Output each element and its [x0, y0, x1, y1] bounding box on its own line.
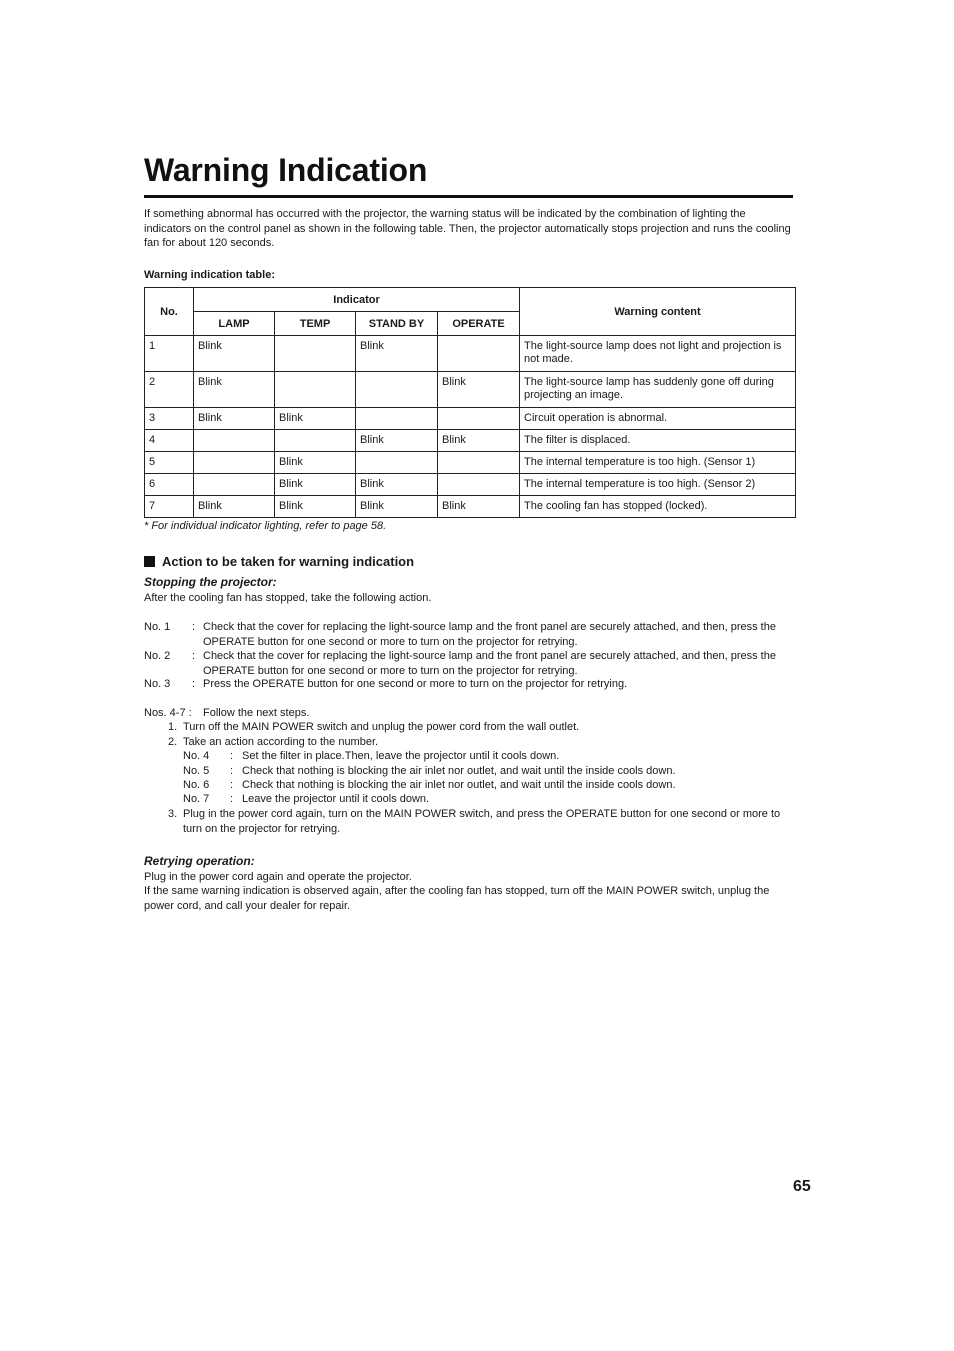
table-row	[145, 372, 796, 408]
cell-temp	[275, 430, 356, 452]
header-temp: TEMP	[275, 312, 356, 336]
nos-4-7-row	[144, 706, 794, 721]
header-indicator: Indicator	[194, 288, 520, 312]
cell-temp: Blink	[275, 452, 356, 474]
cell-no: 7	[145, 496, 194, 518]
nos-text: Follow the next steps.	[203, 707, 310, 719]
table-row	[145, 496, 796, 518]
nos-label: Nos. 4-7 :	[144, 707, 192, 719]
cell-operate	[438, 452, 520, 474]
substep-text: Check that nothing is blocking the air inlet nor outlet, and wait until the inside cools down.	[242, 765, 676, 777]
cell-operate	[438, 474, 520, 496]
cell-lamp	[194, 430, 275, 452]
substep-item	[183, 792, 794, 807]
action-item	[144, 649, 794, 678]
header-standby: STAND BY	[356, 312, 438, 336]
step-number: 1.	[168, 721, 178, 733]
substep-label: No. 4	[183, 750, 210, 762]
step-item	[168, 720, 794, 735]
action-item	[144, 620, 794, 649]
page-number: 65	[793, 1178, 811, 1195]
cell-standby: Blink	[356, 496, 438, 518]
action-item	[144, 677, 794, 692]
substep-text: Check that nothing is blocking the air inlet nor outlet, and wait until the inside cools down.	[242, 779, 676, 791]
retry-paragraph-2: If the same warning indication is observed again, after the cooling fan has stopped, turn off the MAIN POWER switch, unplug the power cord, and call your dealer for repair.	[144, 885, 770, 912]
table-footnote: * For individual indicator lighting, refer to page 58.	[144, 520, 387, 532]
cell-standby: Blink	[356, 430, 438, 452]
cell-content: Circuit operation is abnormal.	[520, 408, 796, 430]
cell-lamp: Blink	[194, 408, 275, 430]
cell-no: 2	[145, 372, 194, 408]
table-row	[145, 336, 796, 372]
substep-item	[183, 778, 794, 793]
step-number: 2.	[168, 736, 178, 748]
substep-colon: :	[230, 765, 234, 777]
step-number: 3.	[168, 808, 178, 820]
warning-table	[144, 287, 796, 518]
retry-paragraph-1: Plug in the power cord again and operate the projector.	[144, 871, 412, 883]
cell-no: 6	[145, 474, 194, 496]
section-heading-text: Action to be taken for warning indication	[162, 554, 415, 569]
substep-label: No. 5	[183, 765, 210, 777]
action-item-label: No. 3	[144, 678, 171, 690]
cell-temp	[275, 372, 356, 408]
cell-standby	[356, 408, 438, 430]
retry-title: Retrying operation:	[144, 854, 255, 868]
cell-temp	[275, 336, 356, 372]
substep-label: No. 6	[183, 779, 210, 791]
cell-no: 5	[145, 452, 194, 474]
header-operate: OPERATE	[438, 312, 520, 336]
header-warning-content: Warning content	[520, 288, 796, 336]
substep-colon: :	[230, 779, 234, 791]
cell-operate: Blink	[438, 372, 520, 408]
cell-content: The cooling fan has stopped (locked).	[520, 496, 796, 518]
intro-paragraph: If something abnormal has occurred with the projector, the warning status will be indicated by the combination of lighting the indicators on the control panel as shown in the following table. Then, the projector automatically stops projection and runs the cooling fan for about 120 seconds.	[144, 208, 791, 249]
action-item-text: Press the OPERATE button for one second or more to turn on the projector for retrying.	[203, 678, 628, 690]
cell-standby: Blink	[356, 336, 438, 372]
title-rule	[144, 195, 793, 198]
cell-lamp	[194, 474, 275, 496]
cell-lamp	[194, 452, 275, 474]
action-item-text: Check that the cover for replacing the light-source lamp and the front panel are securely attached, and then, press the OPERATE button for one second or more to turn on the projector for retrying.	[203, 650, 776, 677]
cell-temp: Blink	[275, 474, 356, 496]
cell-lamp: Blink	[194, 372, 275, 408]
cell-operate: Blink	[438, 430, 520, 452]
substep-text: Leave the projector until it cools down.	[242, 793, 430, 805]
header-lamp: LAMP	[194, 312, 275, 336]
cell-no: 4	[145, 430, 194, 452]
table-row	[145, 430, 796, 452]
cell-content: The internal temperature is too high. (Sensor 1)	[520, 452, 796, 474]
stopping-intro: After the cooling fan has stopped, take the following action.	[144, 592, 432, 604]
action-item-label: No. 2	[144, 650, 171, 662]
cell-temp: Blink	[275, 496, 356, 518]
action-item-colon: :	[192, 650, 196, 662]
table-row	[145, 452, 796, 474]
cell-content: The internal temperature is too high. (Sensor 2)	[520, 474, 796, 496]
cell-standby	[356, 372, 438, 408]
cell-no: 3	[145, 408, 194, 430]
cell-temp: Blink	[275, 408, 356, 430]
step-item	[168, 807, 794, 836]
cell-operate	[438, 336, 520, 372]
action-item-colon: :	[192, 621, 196, 633]
substep-item	[183, 764, 794, 779]
header-no: No.	[145, 288, 194, 336]
step-text: Take an action according to the number.	[183, 736, 379, 748]
substep-colon: :	[230, 793, 234, 805]
substep-text: Set the filter in place.Then, leave the projector until it cools down.	[242, 750, 560, 762]
substep-colon: :	[230, 750, 234, 762]
step-text: Turn off the MAIN POWER switch and unplug the power cord from the wall outlet.	[183, 721, 580, 733]
stopping-title: Stopping the projector:	[144, 575, 277, 589]
cell-lamp: Blink	[194, 496, 275, 518]
cell-content: The filter is displaced.	[520, 430, 796, 452]
table-caption: Warning indication table:	[144, 269, 275, 281]
action-item-label: No. 1	[144, 621, 171, 633]
table-row	[145, 474, 796, 496]
step-item	[168, 735, 794, 750]
table-row	[145, 408, 796, 430]
cell-operate	[438, 408, 520, 430]
section-heading	[144, 554, 414, 569]
cell-standby: Blink	[356, 474, 438, 496]
cell-operate: Blink	[438, 496, 520, 518]
page-title: Warning Indication	[144, 152, 428, 188]
black-square-icon	[144, 556, 155, 567]
step-text: Plug in the power cord again, turn on the MAIN POWER switch, and press the OPERATE button for one second or more to turn on the projector for retrying.	[183, 808, 781, 835]
action-item-colon: :	[192, 678, 196, 690]
action-item-text: Check that the cover for replacing the light-source lamp and the front panel are securely attached, and then, press the OPERATE button for one second or more to turn on the projector for retrying.	[203, 621, 776, 648]
substep-label: No. 7	[183, 793, 210, 805]
cell-content: The light-source lamp does not light and projection is not made.	[520, 336, 796, 372]
cell-lamp: Blink	[194, 336, 275, 372]
cell-content: The light-source lamp has suddenly gone off during projecting an image.	[520, 372, 796, 408]
cell-no: 1	[145, 336, 194, 372]
cell-standby	[356, 452, 438, 474]
substep-item	[183, 749, 794, 764]
